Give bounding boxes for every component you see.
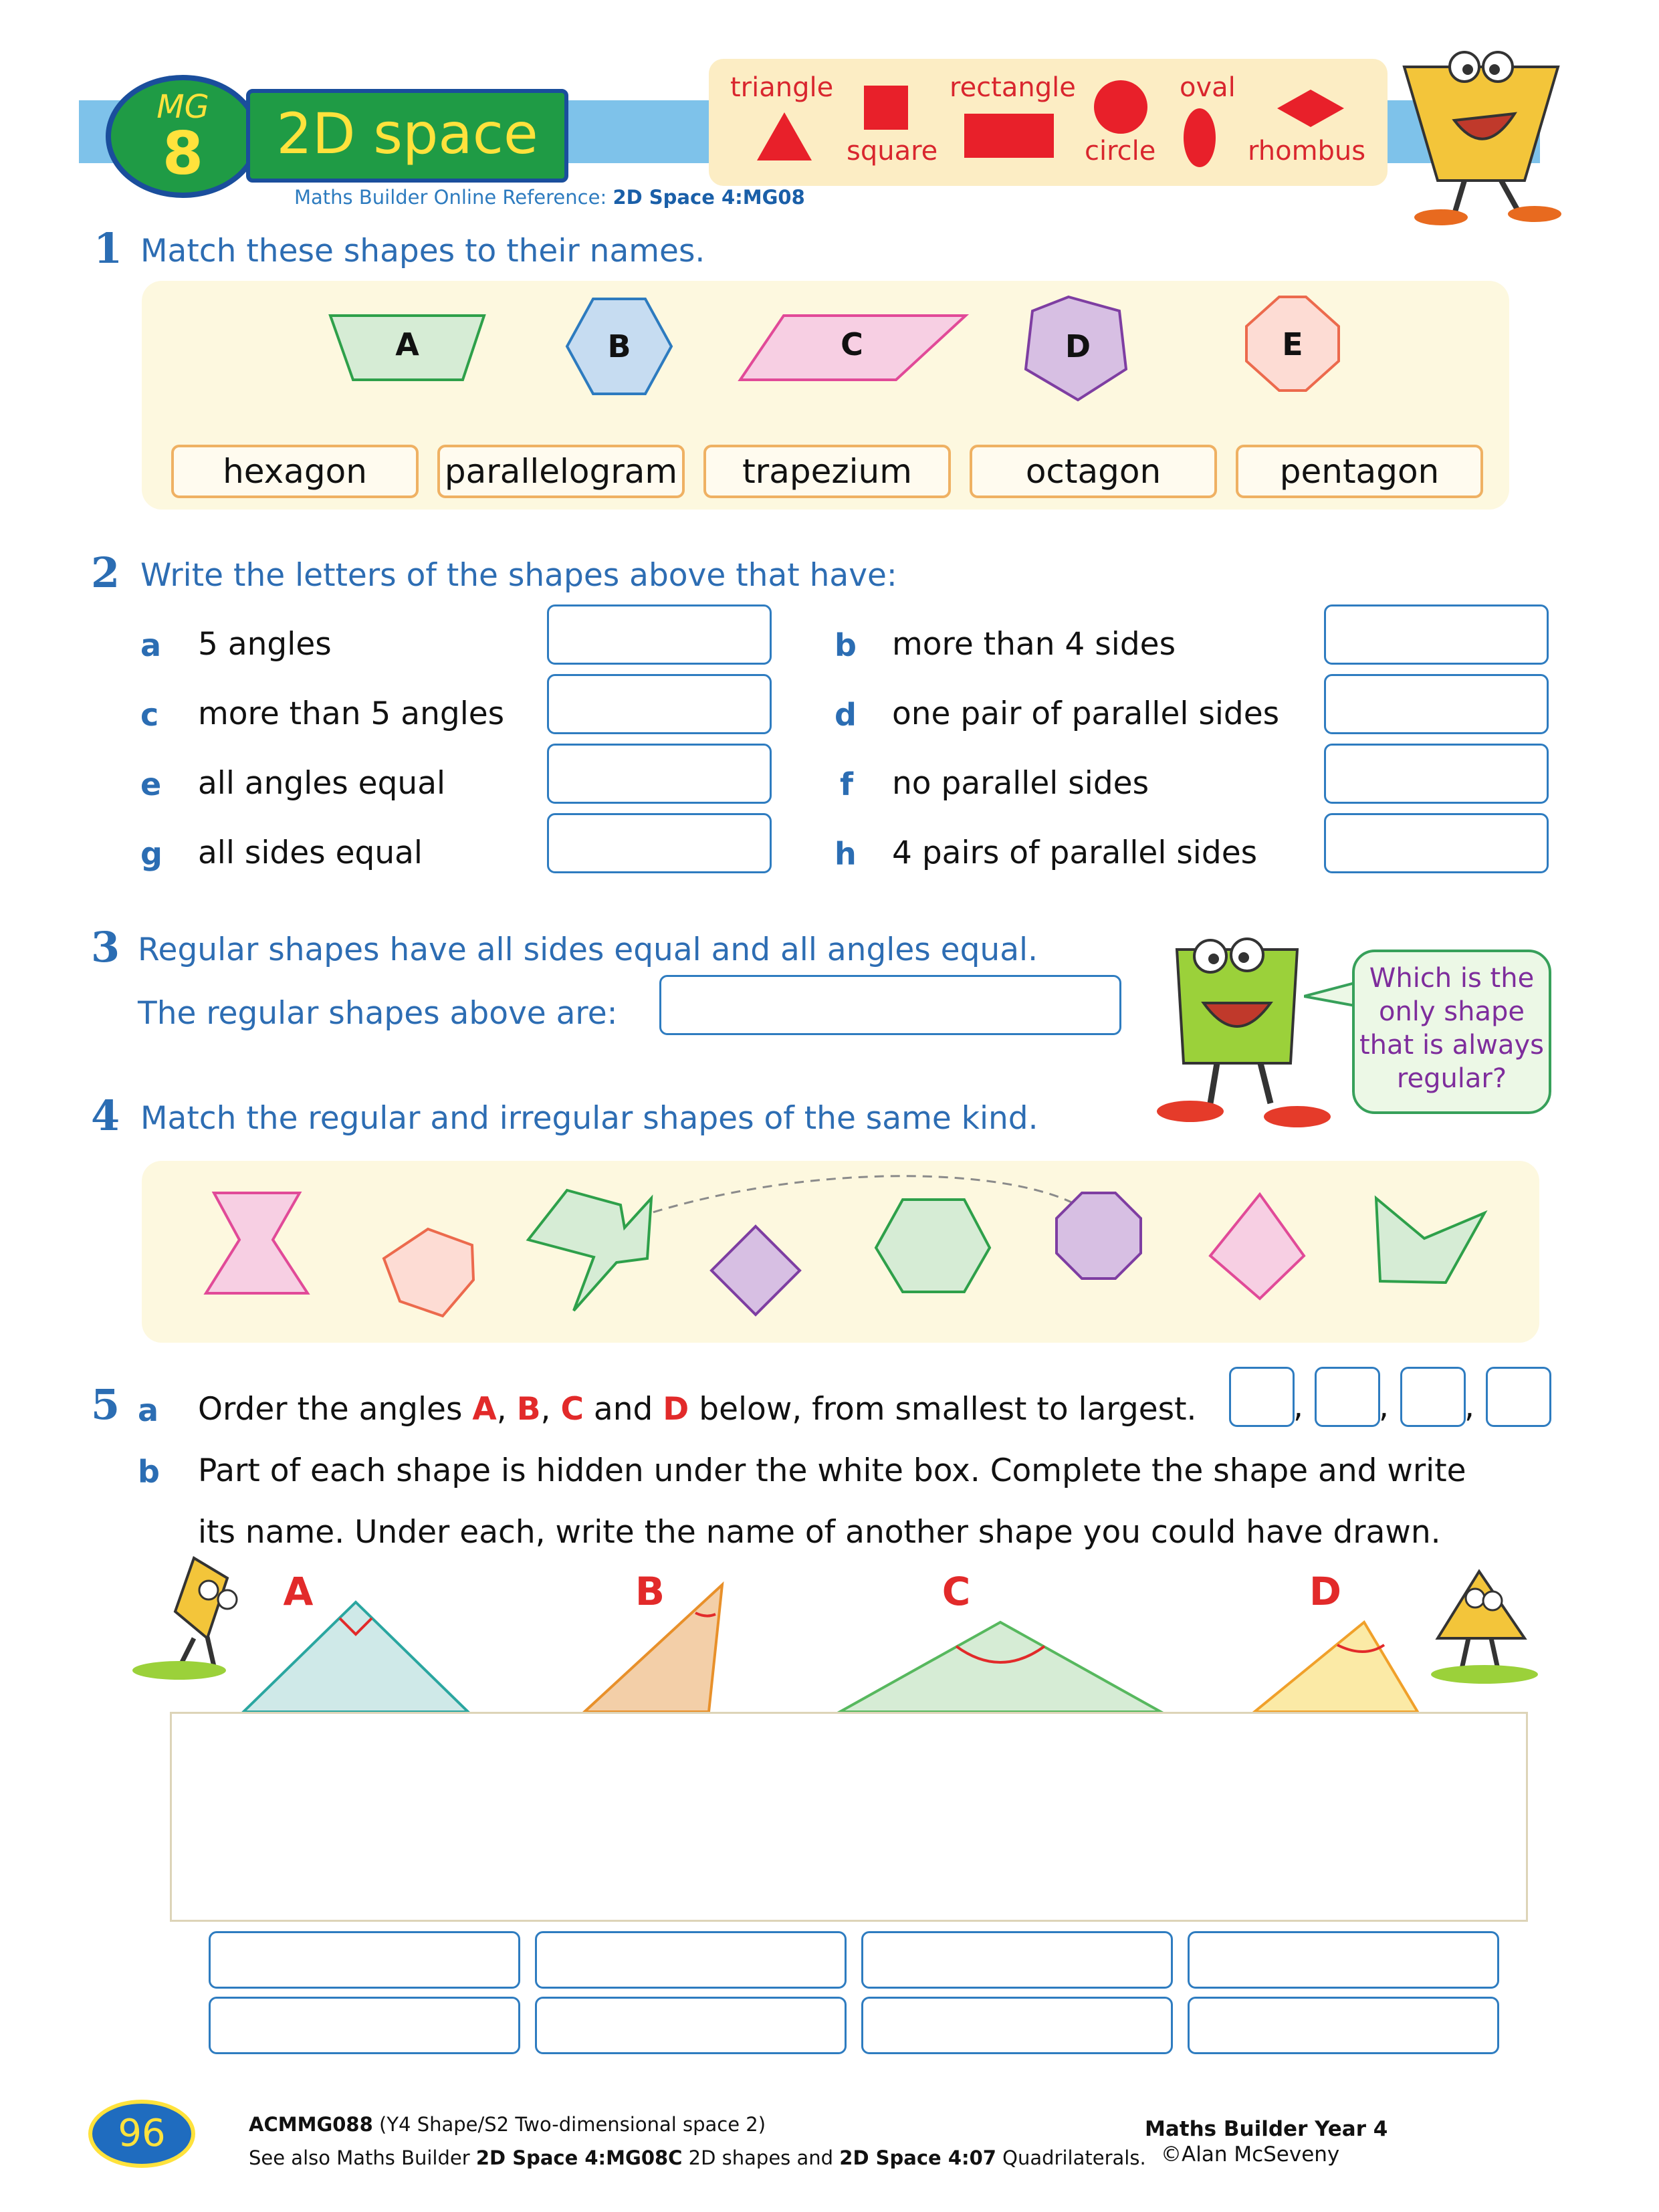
mascot-square-icon (1137, 923, 1337, 1137)
name-parallelogram[interactable]: parallelogram (437, 445, 685, 498)
bubble-line-4: regular? (1396, 1063, 1507, 1094)
rectangle-icon (964, 114, 1054, 158)
q2-c-answer[interactable] (547, 674, 772, 734)
page-title: 2D space (276, 101, 538, 167)
q5-a-comma-1: , (496, 1391, 507, 1428)
q2-c-letter: c (140, 697, 159, 733)
bubble-line-2: only shape (1378, 996, 1525, 1027)
q2-number: 2 (91, 548, 120, 597)
name-box-b[interactable] (535, 1931, 847, 1989)
shape-kite (1210, 1194, 1304, 1299)
q3-line2: The regular shapes above are: (138, 995, 618, 1032)
shape-diamond (711, 1226, 800, 1315)
q3-number: 3 (91, 923, 120, 972)
copyright: ©Alan McSeveny (1161, 2142, 1340, 2167)
other-name-box-b[interactable] (535, 1997, 847, 2054)
q2-g-answer[interactable] (547, 813, 772, 873)
q2-b-text: more than 4 sides (892, 626, 1176, 663)
legend-triangle-label: triangle (730, 72, 834, 103)
oval-icon (1182, 107, 1217, 169)
name-box-d[interactable] (1188, 1931, 1499, 1989)
q1-shapes (142, 281, 1509, 415)
q5-b-line2: its name. Under each, write the name of another shape you could have drawn. (198, 1514, 1441, 1551)
shape-e-octagon (1246, 297, 1339, 391)
q2-c-text: more than 5 angles (198, 695, 505, 732)
page-number: 96 (118, 2112, 166, 2155)
shape-d-label: D (1065, 328, 1091, 364)
q2-d-answer[interactable] (1324, 674, 1549, 734)
angle-d-label: D (1309, 1569, 1342, 1614)
speech-bubble-tail-icon (1304, 976, 1357, 1016)
shape-hexagon-regular (876, 1200, 990, 1292)
shape-d-pentagon (1026, 297, 1126, 400)
q1-text: Match these shapes to their names. (140, 233, 705, 269)
q2-g-text: all sides equal (198, 835, 423, 871)
see-also-2: 2D shapes and (688, 2146, 834, 2169)
q1-shapes-panel (142, 281, 1509, 510)
order-sep-3: , (1464, 1388, 1474, 1425)
shape-c-parallelogram (740, 316, 966, 380)
angle-c-label: C (942, 1569, 971, 1614)
name-trapezium[interactable]: trapezium (703, 445, 951, 498)
shape-b-hexagon (567, 299, 671, 394)
reference-code: 2D Space 4:MG08 (613, 186, 805, 209)
q5-a-letter: a (138, 1392, 159, 1428)
q2-f-letter: f (840, 766, 854, 802)
q4-number: 4 (91, 1091, 120, 1140)
other-name-box-a[interactable] (209, 1997, 520, 2054)
badge-number: 8 (162, 119, 204, 188)
q5-a-text-2: below, from smallest to largest. (699, 1391, 1197, 1428)
bubble-line-1: Which is the (1369, 963, 1535, 994)
q5-a-label-c: C (560, 1391, 584, 1428)
q5-number: 5 (91, 1380, 120, 1429)
legend-circle-label: circle (1085, 136, 1156, 167)
mascot-trapezium-icon (1391, 47, 1585, 227)
order-sep-2: , (1379, 1388, 1389, 1425)
shape-irregular-pentagon (1376, 1198, 1484, 1283)
q3-answer[interactable] (659, 975, 1121, 1035)
reference-prefix: Maths Builder Online Reference: (294, 186, 607, 209)
shape-irregular-green (528, 1190, 651, 1311)
q1-number: 1 (94, 224, 123, 273)
q4-shapes-panel (142, 1161, 1539, 1343)
angle-a-shape (243, 1602, 468, 1712)
name-box-a[interactable] (209, 1931, 520, 1989)
see-also-ref-2: 2D Space 4:07 (839, 2146, 996, 2169)
speech-bubble (1352, 950, 1551, 1114)
q2-g-letter: g (140, 836, 162, 872)
name-box-c[interactable] (861, 1931, 1173, 1989)
shape-pentagon-regular (384, 1229, 473, 1316)
legend-oval-label: oval (1180, 72, 1236, 103)
code: ACMMG088 (249, 2113, 373, 2136)
curriculum-code (249, 2113, 766, 2136)
q2-a-letter: a (140, 627, 162, 663)
triangle-icon (754, 110, 814, 163)
legend-rhombus-label: rhombus (1248, 136, 1366, 167)
q1-name-row (171, 445, 1482, 498)
q5-a-text (198, 1391, 1197, 1428)
q2-h-answer[interactable] (1324, 813, 1549, 873)
page-number-badge (88, 2100, 195, 2168)
q2-a-answer[interactable] (547, 604, 772, 665)
angle-b-label: B (635, 1569, 665, 1614)
angle-a-label: A (283, 1569, 314, 1614)
q2-d-text: one pair of parallel sides (892, 695, 1280, 732)
q5-a-and: and (593, 1391, 653, 1428)
shape-e-label: E (1282, 326, 1303, 362)
name-hexagon[interactable]: hexagon (171, 445, 419, 498)
order-box-4[interactable] (1486, 1367, 1551, 1427)
order-box-3[interactable] (1400, 1367, 1466, 1427)
q2-h-letter: h (835, 836, 857, 872)
q2-text: Write the letters of the shapes above that have: (140, 557, 897, 594)
legend-rectangle-label: rectangle (950, 72, 1076, 103)
q3-line1: Regular shapes have all sides equal and all angles equal. (138, 931, 1038, 968)
q2-b-answer[interactable] (1324, 604, 1549, 665)
q2-f-text: no parallel sides (892, 765, 1149, 802)
order-sep-1: , (1293, 1388, 1303, 1425)
q5-b-line1: Part of each shape is hidden under the white box. Complete the shape and write (198, 1452, 1466, 1489)
q2-e-letter: e (140, 766, 162, 802)
code-desc: (Y4 Shape/S2 Two-dimensional space 2) (379, 2113, 766, 2136)
name-octagon[interactable]: octagon (970, 445, 1217, 498)
q2-d-letter: d (835, 697, 857, 733)
other-name-box-d[interactable] (1188, 1997, 1499, 2054)
q2-a-text: 5 angles (198, 626, 332, 663)
see-also-ref-1: 2D Space 4:MG08C (475, 2146, 683, 2169)
q5-partial-shapes (0, 1551, 1659, 1725)
q4-shapes (142, 1161, 1539, 1343)
q5-a-text-1: Order the angles (198, 1391, 463, 1428)
bubble-line-3: that is always (1359, 1030, 1544, 1061)
shape-legend (709, 59, 1388, 186)
rhombus-icon (1276, 88, 1345, 128)
q2-e-text: all angles equal (198, 765, 446, 802)
order-box-2[interactable] (1315, 1367, 1380, 1427)
square-icon (864, 86, 908, 130)
see-also (249, 2146, 1146, 2169)
angle-c-shape (840, 1622, 1161, 1712)
q5-a-comma-2: , (540, 1391, 551, 1428)
q2-e-answer[interactable] (547, 744, 772, 804)
see-also-3: Quadrilaterals. (1002, 2146, 1146, 2169)
legend-square-label: square (847, 136, 938, 167)
online-reference (294, 186, 805, 209)
q2-h-text: 4 pairs of parallel sides (892, 835, 1258, 871)
q2-b-letter: b (835, 627, 857, 663)
q5-a-label-b: B (516, 1391, 541, 1428)
book-title: Maths Builder Year 4 (1145, 2117, 1388, 2141)
q4-text: Match the regular and irregular shapes of the same kind. (140, 1100, 1038, 1137)
match-dashed-line (638, 1176, 1079, 1217)
name-pentagon[interactable]: pentagon (1236, 445, 1483, 498)
order-box-1[interactable] (1229, 1367, 1295, 1427)
shape-b-label: B (607, 328, 631, 364)
shape-a-label: A (395, 326, 419, 362)
q5-a-label-d: D (663, 1391, 689, 1428)
mascot-triangle-icon (1431, 1571, 1538, 1684)
shape-hourglass (206, 1193, 308, 1293)
circle-icon (1093, 79, 1149, 135)
angle-d-shape (1254, 1622, 1418, 1712)
shape-octagon-regular (1057, 1193, 1141, 1279)
shape-a-trapezium (330, 316, 484, 380)
unit-badge (106, 75, 260, 198)
q5-a-label-a: A (472, 1391, 497, 1428)
q2-f-answer[interactable] (1324, 744, 1549, 804)
drawing-area[interactable] (170, 1712, 1528, 1922)
shape-c-label: C (841, 326, 863, 362)
badge-strand: MG (156, 88, 209, 126)
see-also-1: See also Maths Builder (249, 2146, 470, 2169)
bubble-text (1355, 962, 1549, 1095)
title-box (246, 89, 568, 183)
mascot-kite-icon (132, 1558, 237, 1680)
q5-b-letter: b (138, 1454, 160, 1490)
other-name-box-c[interactable] (861, 1997, 1173, 2054)
